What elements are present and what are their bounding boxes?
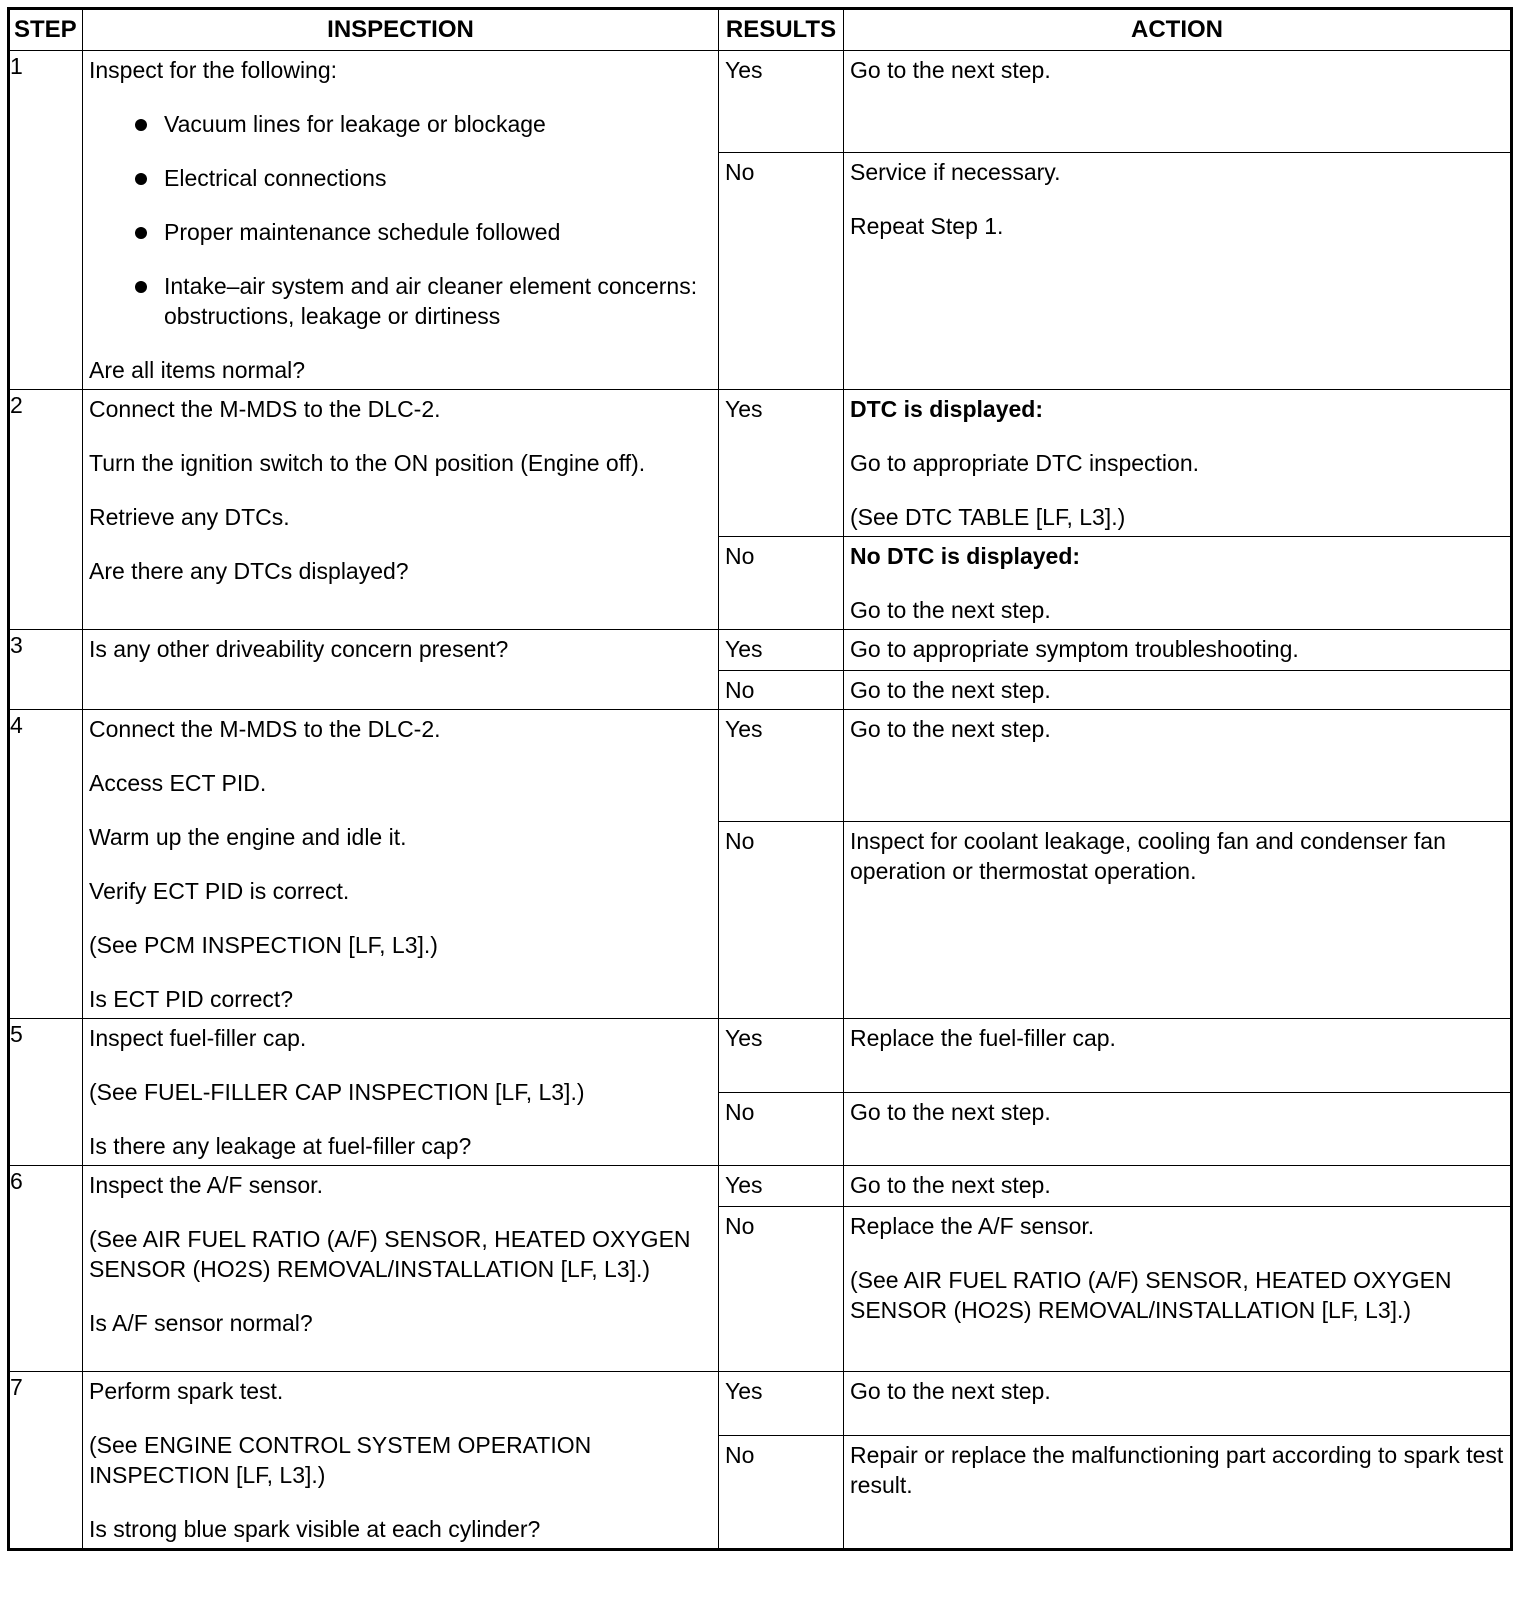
result-yes: Yes: [719, 51, 844, 153]
inspection-cell: Inspect the A/F sensor. (See AIR FUEL RATIO (A/F) SENSOR, HEATED OXYGEN SENSOR (HO2S) REMOVAL/INSTALLATION [LF, L3].) Is A/F sensor normal?: [83, 1166, 719, 1372]
step-number: 3: [9, 630, 83, 710]
result-yes: Yes: [719, 1372, 844, 1436]
list-item: Proper maintenance schedule followed: [89, 217, 712, 247]
bullet-icon: [135, 281, 147, 293]
result-no: No: [719, 1092, 844, 1166]
table-row: [9, 1372, 1512, 1436]
action-yes: Go to the next step.: [844, 51, 1512, 153]
result-yes: Yes: [719, 390, 844, 537]
result-no: No: [719, 1207, 844, 1372]
table-row: [9, 390, 1512, 537]
action-yes: DTC is displayed: Go to appropriate DTC inspection. (See DTC TABLE [LF, L3].): [844, 390, 1512, 537]
result-yes: Yes: [719, 710, 844, 822]
result-no: No: [719, 537, 844, 630]
step-number: 2: [9, 390, 83, 630]
action-no: Go to the next step.: [844, 1092, 1512, 1166]
step-number: 1: [9, 51, 83, 390]
bullet-icon: [135, 227, 147, 239]
action-yes: Go to the next step.: [844, 1166, 1512, 1207]
result-no: No: [719, 822, 844, 1019]
list-item: Intake–air system and air cleaner element concerns: obstructions, leakage or dirtiness: [89, 271, 712, 331]
header-row: [9, 9, 1512, 51]
inspection-bullets: [89, 109, 712, 331]
inspection-cell: [83, 51, 719, 390]
inspection-question: Are all items normal?: [89, 357, 306, 383]
result-no: No: [719, 671, 844, 710]
inspection-cell: Is any other driveability concern present?: [83, 630, 719, 710]
action-yes: Replace the fuel-filler cap.: [844, 1019, 1512, 1093]
table-row: [9, 51, 1512, 153]
step-number: 7: [9, 1372, 83, 1550]
inspection-cell: Perform spark test. (See ENGINE CONTROL SYSTEM OPERATION INSPECTION [LF, L3].) Is strong blue spark visible at each cylinder?: [83, 1372, 719, 1550]
action-yes: Go to the next step.: [844, 1372, 1512, 1436]
table-row: [9, 630, 1512, 671]
step-number: 6: [9, 1166, 83, 1372]
inspection-cell: Connect the M-MDS to the DLC-2. Turn the ignition switch to the ON position (Engine off). Retrieve any DTCs. Are there any DTCs displayed?: [83, 390, 719, 630]
result-yes: Yes: [719, 1019, 844, 1093]
inspection-cell: Connect the M-MDS to the DLC-2. Access ECT PID. Warm up the engine and idle it. Verify ECT PID is correct. (See PCM INSPECTION [LF, L3].) Is ECT PID correct?: [83, 710, 719, 1019]
header-action: ACTION: [844, 9, 1512, 51]
action-no: No DTC is displayed: Go to the next step.: [844, 537, 1512, 630]
inspection-text: Inspect for the following:: [89, 57, 338, 83]
action-yes: Go to the next step.: [844, 710, 1512, 822]
result-no: No: [719, 152, 844, 389]
header-inspection: INSPECTION: [83, 9, 719, 51]
action-no: Replace the A/F sensor. (See AIR FUEL RATIO (A/F) SENSOR, HEATED OXYGEN SENSOR (HO2S) REMOVAL/INSTALLATION [LF, L3].): [844, 1207, 1512, 1372]
bullet-icon: [135, 119, 147, 131]
action-no: Go to the next step.: [844, 671, 1512, 710]
step-number: 5: [9, 1019, 83, 1166]
result-no: No: [719, 1436, 844, 1550]
table-row: [9, 710, 1512, 822]
action-no: Repair or replace the malfunctioning part according to spark test result.: [844, 1436, 1512, 1550]
result-yes: Yes: [719, 630, 844, 671]
table-row: [9, 1019, 1512, 1093]
header-step: STEP: [9, 9, 83, 51]
action-no: Inspect for coolant leakage, cooling fan and condenser fan operation or thermostat operation.: [844, 822, 1512, 1019]
action-yes: Go to appropriate symptom troubleshooting.: [844, 630, 1512, 671]
list-item: Electrical connections: [89, 163, 712, 193]
action-no: Service if necessary. Repeat Step 1.: [844, 152, 1512, 389]
list-item: Vacuum lines for leakage or blockage: [89, 109, 712, 139]
step-number: 4: [9, 710, 83, 1019]
inspection-cell: Inspect fuel-filler cap. (See FUEL-FILLER CAP INSPECTION [LF, L3].) Is there any leakage at fuel-filler cap?: [83, 1019, 719, 1166]
table-row: [9, 1166, 1512, 1207]
diagnostic-table: [7, 7, 1513, 1551]
bullet-icon: [135, 173, 147, 185]
header-results: RESULTS: [719, 9, 844, 51]
result-yes: Yes: [719, 1166, 844, 1207]
